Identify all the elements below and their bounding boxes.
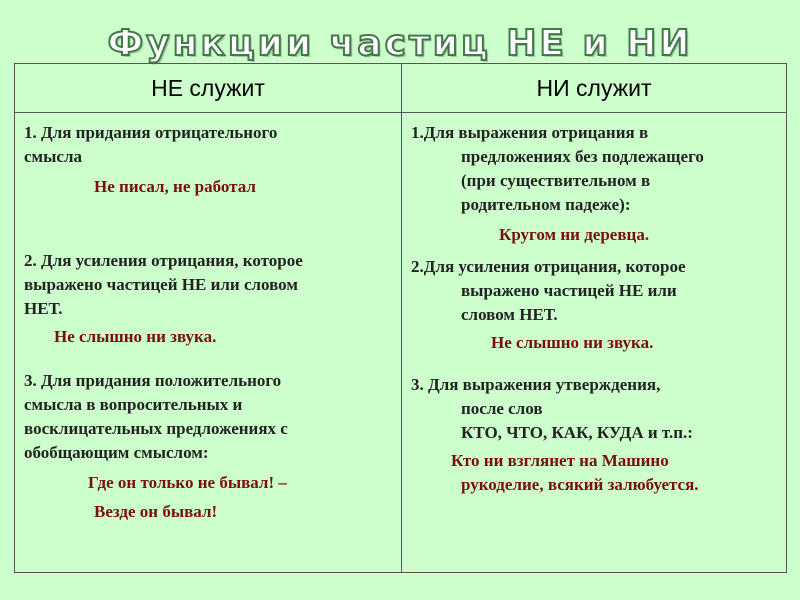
particles-table — [14, 63, 787, 573]
ni-item-1-example: Кругом ни деревца. — [499, 225, 650, 244]
ni-item-2-example: Не слышно ни звука. — [491, 333, 654, 352]
table-header-row — [15, 64, 787, 113]
header-ni: НИ служит — [402, 64, 787, 113]
ne-column — [15, 113, 402, 573]
ne-item-1-example: Не писал, не работал — [94, 177, 256, 196]
ni-item-3-example-2: рукоделие, всякий залюбуется. — [461, 475, 699, 494]
ne-item-2: 2. Для усиления отрицания, которое выражено частицей НЕ или словом НЕТ. Не слышно ни звука. — [24, 249, 395, 349]
ne-item-3-example-1: Где он только не бывал! – — [88, 473, 287, 492]
ne-item-3: 3. Для придания положительного смысла в вопросительных и восклицательных предложениях с обобщающим смыслом: Где он только не бывал! – Везде он бывал! — [24, 369, 395, 524]
ne-item-1: 1. Для придания отрицательного смысла Не писал, не работал — [24, 121, 395, 199]
ni-item-2: 2.Для усиления отрицания, которое выражено частицей НЕ или словом НЕТ. Не слышно ни звука. — [411, 255, 780, 355]
header-ne: НЕ служит — [15, 64, 402, 113]
ni-item-3: 3. Для выражения утверждения, после слов КТО, ЧТО, КАК, КУДА и т.п.: Кто ни взглянет на Машино рукоделие, всякий залюбуется. — [411, 373, 780, 497]
ni-item-3-example-1: Кто ни взглянет на Машино — [451, 451, 669, 470]
page-title: Функции частиц НЕ и НИ — [107, 23, 693, 64]
table-row — [15, 113, 787, 573]
ne-item-3-example-2: Везде он бывал! — [94, 502, 218, 521]
ni-column — [402, 113, 787, 573]
ni-item-1: 1.Для выражения отрицания в предложениях без подлежащего (при существительном в родительном падеже): Кругом ни деревца. — [411, 121, 780, 247]
ne-item-2-example: Не слышно ни звука. — [54, 327, 217, 346]
